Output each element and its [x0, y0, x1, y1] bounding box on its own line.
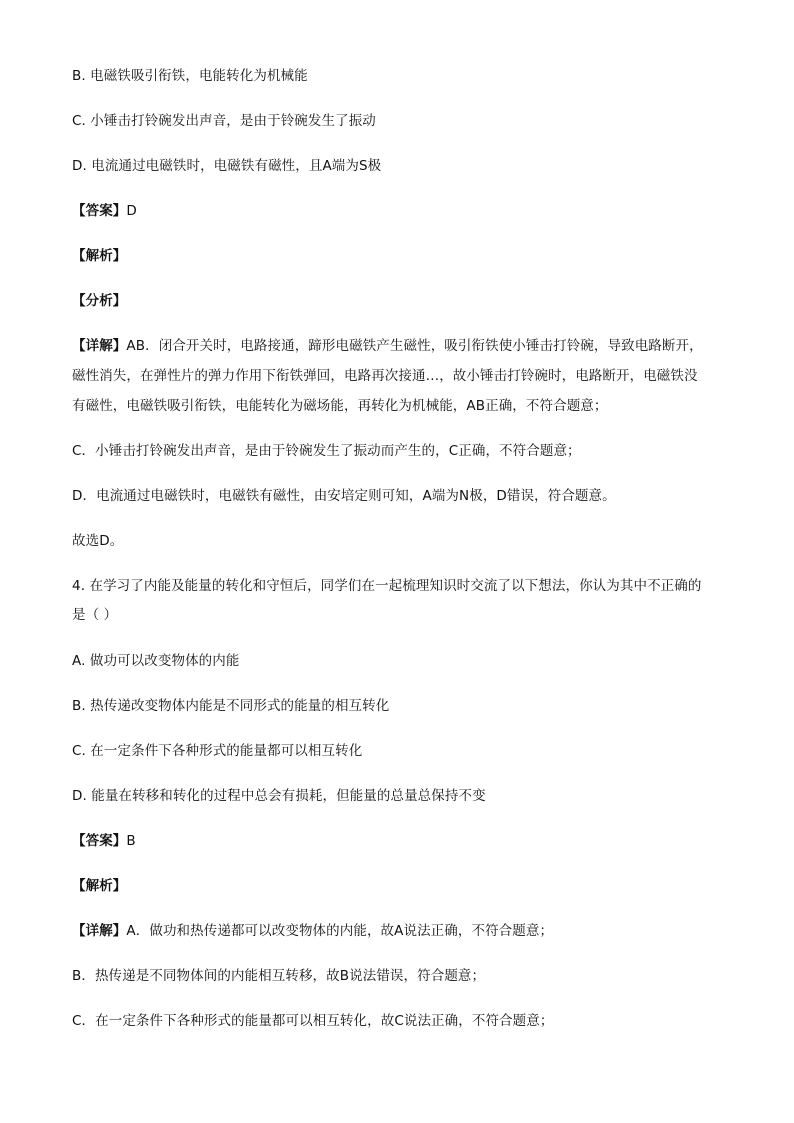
detail-text: AB．闭合开关时，电路接通，蹄形电磁铁产生磁性，吸引衔铁使小锤击打铃碗，导致电路断开，	[126, 338, 703, 354]
answer-value: D	[126, 203, 137, 219]
q3-option-c: C. 小锤击打铃碗发出声音，是由于铃碗发生了振动	[72, 113, 376, 129]
q4-option-d: D. 能量在转移和转化的过程中总会有损耗，但能量的总量总保持不变	[72, 788, 486, 804]
q3-analysis-heading: 【解析】	[72, 248, 127, 264]
q4-option-b: B. 热传递改变物体内能是不同形式的能量的相互转化	[72, 698, 390, 714]
detail-text: A．做功和热传递都可以改变物体的内能，故A说法正确，不符合题意；	[126, 923, 554, 939]
answer-value: B	[126, 833, 136, 849]
q4-stem-line-1: 4. 在学习了内能及能量的转化和守恒后，同学们在一起梳理知识时交流了以下想法，你认为其中不正确的	[72, 578, 702, 594]
q3-detail-line-1	[72, 337, 732, 355]
q4-detail-a	[72, 922, 732, 940]
q4-answer-line	[72, 832, 732, 850]
q4-option-a: A. 做功可以改变物体的内能	[72, 653, 240, 669]
q3-detail-c: C．小锤击打铃碗发出声音，是由于铃碗发生了振动而产生的，C正确，不符合题意；	[72, 443, 581, 459]
q3-detail-d: D．电流通过电磁铁时，电磁铁有磁性，由安培定则可知，A端为N极，D错误，符合题意。	[72, 488, 616, 504]
q3-answer-line	[72, 202, 732, 220]
q3-fenxi-heading: 【分析】	[72, 293, 127, 309]
q3-detail-line-2: 磁性消失，在弹性片的弹力作用下衔铁弹回，电路再次接通…，故小锤击打铃碗时，电路断开，电磁铁没	[72, 368, 698, 384]
q4-detail-b: B．热传递是不同物体间的内能相互转移，故B说法错误，符合题意；	[72, 968, 486, 984]
detail-tag: 【详解】	[72, 338, 127, 354]
detail-tag: 【详解】	[72, 923, 127, 939]
q4-stem-line-2: 是（ ）	[72, 607, 118, 623]
answer-tag: 【答案】	[72, 833, 127, 849]
q4-analysis-heading: 【解析】	[72, 878, 127, 894]
q3-detail-line-3: 有磁性，电磁铁吸引衔铁，电能转化为磁场能，再转化为机械能，AB正确，不符合题意；	[72, 398, 608, 414]
q3-option-d: D. 电流通过电磁铁时，电磁铁有磁性，且A端为S极	[72, 158, 382, 174]
answer-tag: 【答案】	[72, 203, 127, 219]
q3-option-b: B. 电磁铁吸引衔铁，电能转化为机械能	[72, 68, 308, 84]
q3-conclusion: 故选D。	[72, 533, 124, 549]
q4-option-c: C. 在一定条件下各种形式的能量都可以相互转化	[72, 743, 363, 759]
q4-detail-c: C．在一定条件下各种形式的能量都可以相互转化，故C说法正确，不符合题意；	[72, 1013, 554, 1029]
